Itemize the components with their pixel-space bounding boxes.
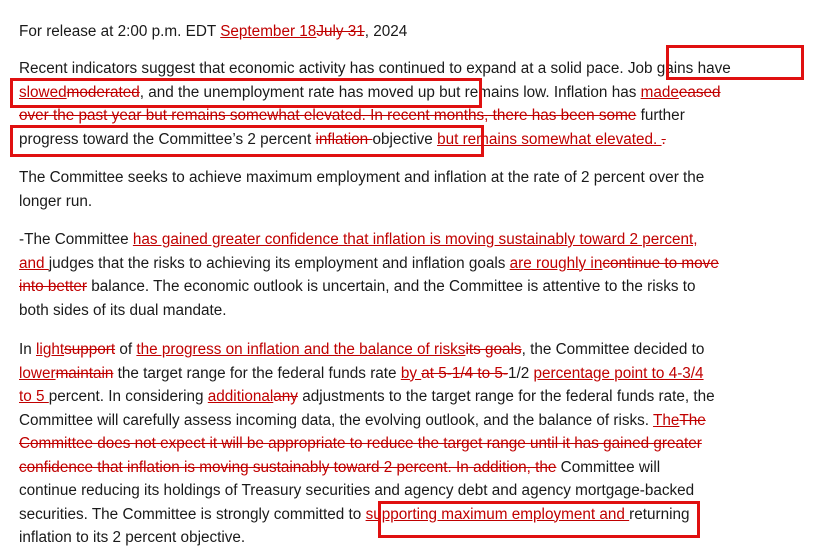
inserted-text: but remains somewhat elevated. [437, 130, 662, 148]
text: inflation to its 2 percent objective. [19, 529, 246, 546]
inserted-date: September 18 [220, 23, 317, 40]
paragraph-risks [19, 228, 719, 322]
inserted-text: the progress on inflation and the balance of risks [136, 341, 466, 358]
inserted-text: The [653, 411, 680, 429]
text: further [636, 107, 685, 124]
text: of [115, 341, 137, 358]
inserted-text: has gained greater confidence that inflation is moving sustainably toward 2 percent, [132, 231, 698, 248]
line [19, 275, 719, 299]
text: longer run. [19, 192, 93, 210]
text: objective [372, 130, 438, 148]
deleted-text: eased [678, 83, 721, 101]
text: both sides of its dual mandate. [19, 301, 227, 319]
text: the target range for the federal funds rate [113, 364, 401, 382]
text: balance. The economic outlook is uncertain, and the Committee is attentive to the risks to [87, 278, 696, 295]
line [19, 338, 715, 362]
deleted-date: July 31 [316, 23, 365, 40]
line [19, 252, 719, 276]
deleted-text: at 5-1/4 to 5- [421, 364, 508, 382]
inserted-text: percentage point to 4-3/4 [533, 364, 704, 382]
deleted-text: The [679, 411, 706, 429]
text: judges that the risks to achieving its employment and inflation goals [48, 254, 510, 272]
line [19, 299, 719, 323]
inserted-text: made [640, 83, 679, 101]
text: The Committee seeks to achieve maximum employment and inflation at the rate of 2 percent over the [19, 169, 705, 186]
text: percent. In considering [48, 388, 208, 405]
deleted-text: support [64, 341, 116, 358]
inserted-text: are roughly in [509, 254, 603, 272]
text: , the Committee decided to [521, 341, 705, 358]
inserted-text: by [400, 364, 422, 382]
deleted-text: over the past year but remains somewhat elevated. In recent months, there has been some [19, 107, 637, 124]
deleted-text: any [273, 388, 298, 405]
line [19, 385, 715, 409]
text: securities. The Committee is strongly committed to [19, 505, 366, 523]
inserted-text: to 5 [19, 388, 49, 405]
line [19, 362, 715, 386]
line [19, 81, 731, 105]
text: Committee will [556, 458, 661, 476]
deleted-text: its goals [465, 341, 522, 358]
text: returning [629, 505, 690, 523]
paragraph-economic-activity [19, 57, 731, 151]
deleted-text: maintain [55, 364, 114, 382]
line [19, 104, 731, 128]
text: In [19, 341, 37, 358]
line [19, 166, 704, 190]
line [19, 228, 719, 252]
line [19, 128, 731, 152]
line [19, 526, 715, 550]
deleted-text: continue to move [602, 254, 719, 272]
line [19, 432, 715, 456]
inserted-text: supporting maximum employment and [365, 505, 630, 523]
text: adjustments to the target range for the federal funds rate, the [297, 388, 715, 405]
deleted-text: . [661, 130, 666, 148]
inserted-text: slowed [19, 83, 67, 101]
line [19, 456, 715, 480]
text: 1/2 [507, 364, 534, 382]
line [19, 190, 704, 214]
text: -The Committee [19, 231, 133, 248]
text: progress toward the Committee’s 2 percent [19, 130, 316, 148]
inserted-text: lower [19, 364, 56, 382]
deleted-text: Committee does not expect it will be appropriate to reduce the target range until it has gained greater [19, 435, 702, 452]
text: Committee will carefully assess incoming data, the evolving outlook, and the balance of risks. [19, 411, 654, 429]
text: , and the unemployment rate has moved up but remains low. Inflation has [139, 83, 641, 101]
text: Recent indicators suggest that economic activity has continued to expand at a solid pace. Job gains have [19, 60, 731, 77]
release-line [19, 20, 407, 44]
deleted-text: into better [19, 278, 88, 295]
deleted-text: moderated [66, 83, 140, 101]
release-prefix: For release at 2:00 p.m. EDT [19, 23, 221, 40]
inserted-text: additional [207, 388, 274, 405]
paragraph-goals [19, 166, 704, 213]
deleted-text: inflation [315, 130, 373, 148]
line [19, 479, 715, 503]
line [19, 57, 731, 81]
release-suffix: , 2024 [364, 23, 408, 40]
line [19, 503, 715, 527]
paragraph-policy-decision [19, 338, 715, 550]
text: continue reducing its holdings of Treasury securities and agency debt and agency mortgage-backed [19, 482, 695, 499]
line [19, 409, 715, 433]
deleted-text: confidence that inflation is moving sustainably toward 2 percent. In addition, the [19, 458, 557, 476]
inserted-text: and [19, 254, 49, 272]
inserted-text: light [36, 341, 65, 358]
